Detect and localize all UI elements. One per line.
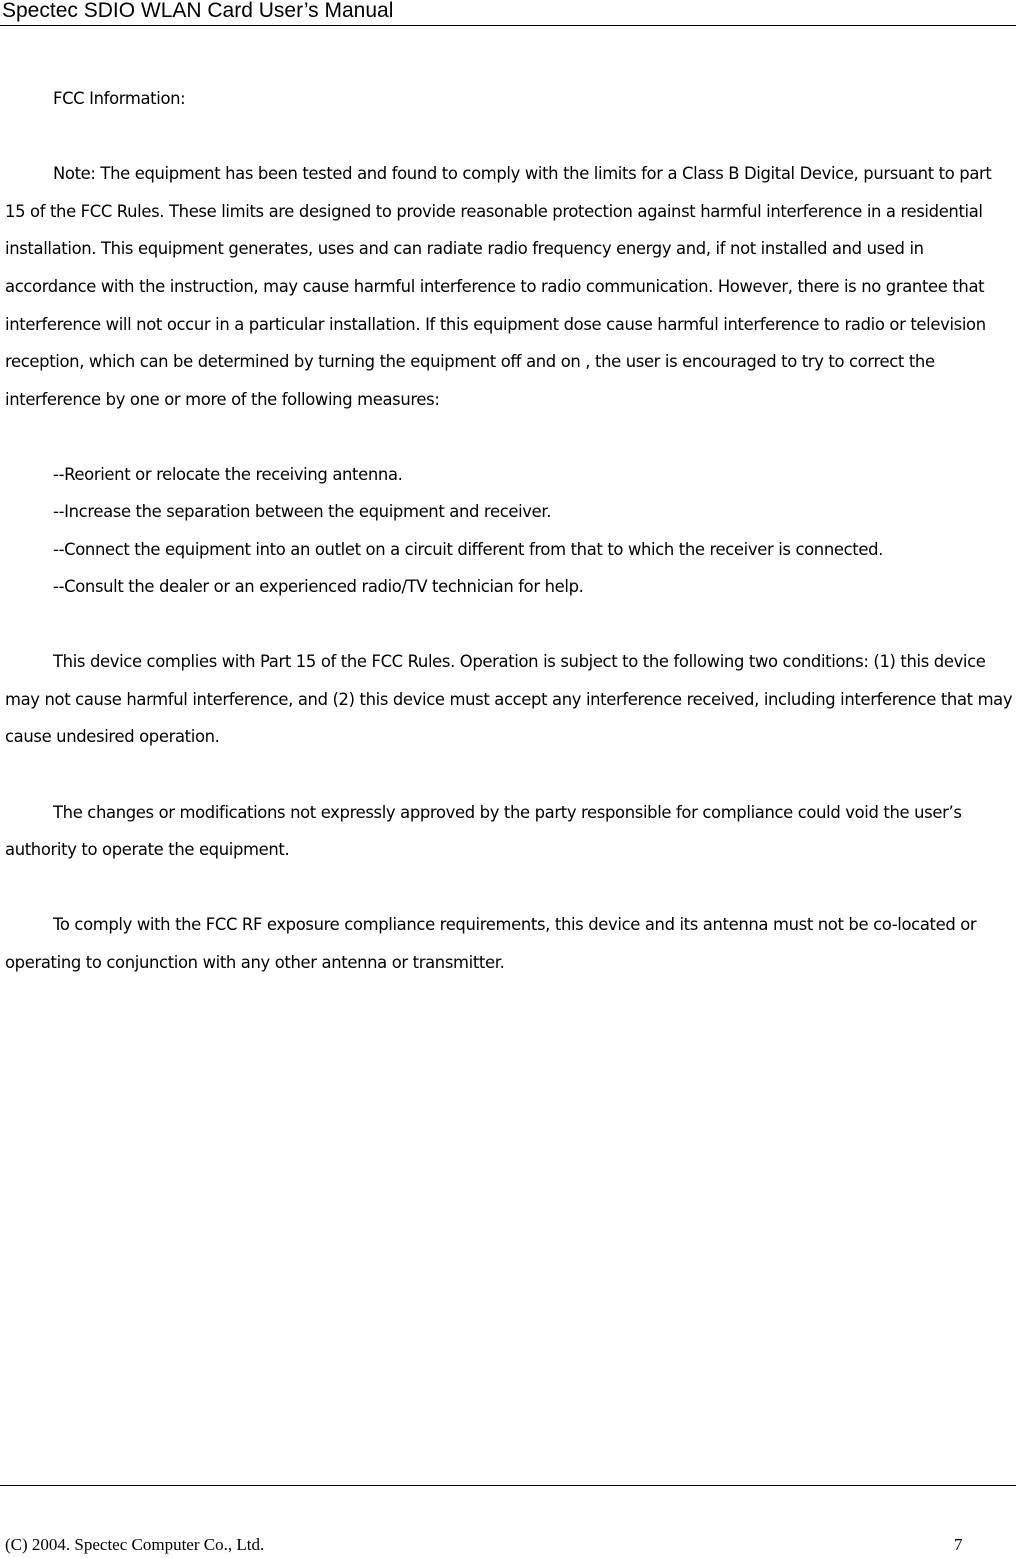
measure-item: --Connect the equipment into an outlet on a circuit different from that to which the receiver is connected.: [53, 539, 883, 559]
measure-item: --Increase the separation between the equipment and receiver.: [53, 502, 552, 522]
paragraph-spacer: [5, 756, 1015, 794]
paragraph-spacer: [5, 606, 1015, 644]
rf-exposure-paragraph: To comply with the FCC RF exposure compliance requirements, this device and its antenna must not be co-located or operating to conjunction with any other antenna or transmitter.: [5, 915, 977, 972]
measures-list: [5, 456, 1015, 606]
page-content: [5, 80, 1015, 982]
footer-divider: [0, 1485, 1016, 1486]
measure-item: --Consult the dealer or an experienced radio/TV technician for help.: [53, 577, 584, 597]
paragraph-spacer: [5, 418, 1015, 456]
paragraph-spacer: [5, 118, 1015, 156]
section-title: FCC Information:: [53, 89, 186, 108]
page-number: 7: [954, 1535, 963, 1554]
note-paragraph: Note: The equipment has been tested and found to comply with the limits for a Class B Digital Device, pursuant to part 15 of the FCC Rules. These limits are designed to provide reasonable protection against harmful interference in a residential installation. This equipment generates, uses and can radiate radio frequency energy and, if not installed and used in accordance with the instruction, may cause harmful interference to radio communication. However, there is no grantee that interference will not occur in a particular installation. If this equipment dose cause harmful interference to radio or television reception, which can be determined by turning the equipment off and on , the user is encouraged to try to correct the interference by one or more of the following measures:: [5, 164, 992, 409]
page-header: [0, 0, 1016, 26]
modifications-paragraph: The changes or modifications not expressly approved by the party responsible for compliance could void the user’s authority to operate the equipment.: [5, 802, 962, 860]
compliance-paragraph: This device complies with Part 15 of the FCC Rules. Operation is subject to the following two conditions: (1) this device may not cause harmful interference, and (2) this device must accept any interference received, including interference that may cause undesired operation.: [5, 652, 1013, 747]
header-title: Spectec SDIO WLAN Card User’s Manual: [2, 0, 394, 22]
paragraph-spacer: [5, 869, 1015, 907]
measure-item: --Reorient or relocate the receiving antenna.: [53, 464, 403, 484]
footer-copyright: (C) 2004. Spectec Computer Co., Ltd.: [5, 1535, 265, 1554]
